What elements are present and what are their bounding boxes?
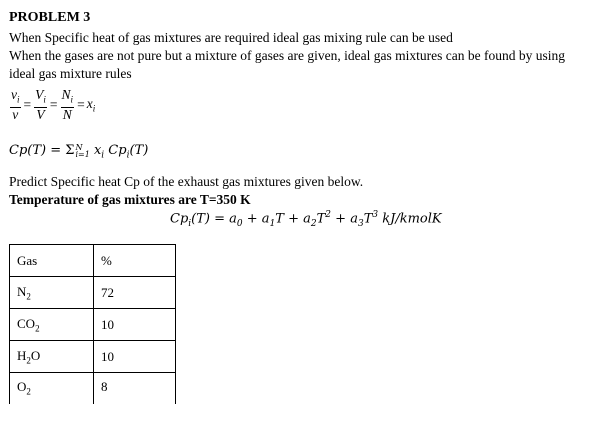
table-row bbox=[10, 277, 176, 309]
problem-title: PROBLEM 3 bbox=[9, 10, 91, 25]
intro-line-2: When the gases are not pure but a mixture of gases are given, ideal gas mixtures can be found by using bbox=[9, 48, 565, 63]
mixing-rule-equation: $\frac{v_i}{v}$ = $\frac{V_i}{V}$ = $\frac{N_i}{N}$ = $x_i$ bbox=[11, 87, 96, 122]
percent-cell: 10 bbox=[94, 341, 176, 373]
gas-cell: $N_2$ bbox=[10, 277, 94, 309]
sum-limits: N i=1 bbox=[75, 142, 90, 159]
predict-instruction: Predict Specific heat Cp of the exhaust gas mixtures given below. bbox=[9, 174, 364, 189]
intro-line-3: ideal gas mixture rules bbox=[9, 66, 132, 81]
cp-polynomial-formula: $Cp_i(T) = a_0 + a_1T + a_2T^2 + a_3T^3$ kJ/kmolK bbox=[170, 210, 442, 229]
gas-cell: $O_2$ bbox=[10, 373, 94, 405]
fraction-volume: $\frac{V_i}{V}$ bbox=[35, 87, 46, 122]
intro-line-1: When Specific heat of gas mixtures are required ideal gas mixing rule can be used bbox=[9, 30, 453, 45]
table-row bbox=[10, 309, 176, 341]
percent-cell: 10 bbox=[94, 309, 176, 341]
gas-cell: $H_2O$ bbox=[10, 341, 94, 373]
table-row bbox=[10, 373, 176, 405]
header-gas: Gas bbox=[10, 245, 94, 277]
table-header-row bbox=[10, 245, 176, 277]
fraction-molar-volume: $\frac{v_i}{v}$ bbox=[11, 87, 20, 122]
percent-cell: 8 bbox=[94, 373, 176, 405]
temperature-statement: Temperature of gas mixtures are T=350 K bbox=[9, 192, 251, 207]
header-percent: % bbox=[94, 245, 176, 277]
gas-composition-table bbox=[9, 244, 176, 404]
fraction-moles: $\frac{N_i}{N}$ bbox=[61, 87, 74, 122]
mole-fraction: $x_i$ bbox=[86, 96, 96, 114]
sum-symbol: Σ bbox=[65, 143, 75, 158]
cp-mixture-formula: Cp(T) = Σ N i=1 $x_i$ $Cp_i(T)$ bbox=[9, 142, 149, 161]
gas-cell: $CO_2$ bbox=[10, 309, 94, 341]
percent-cell: 72 bbox=[94, 277, 176, 309]
table-row bbox=[10, 341, 176, 373]
